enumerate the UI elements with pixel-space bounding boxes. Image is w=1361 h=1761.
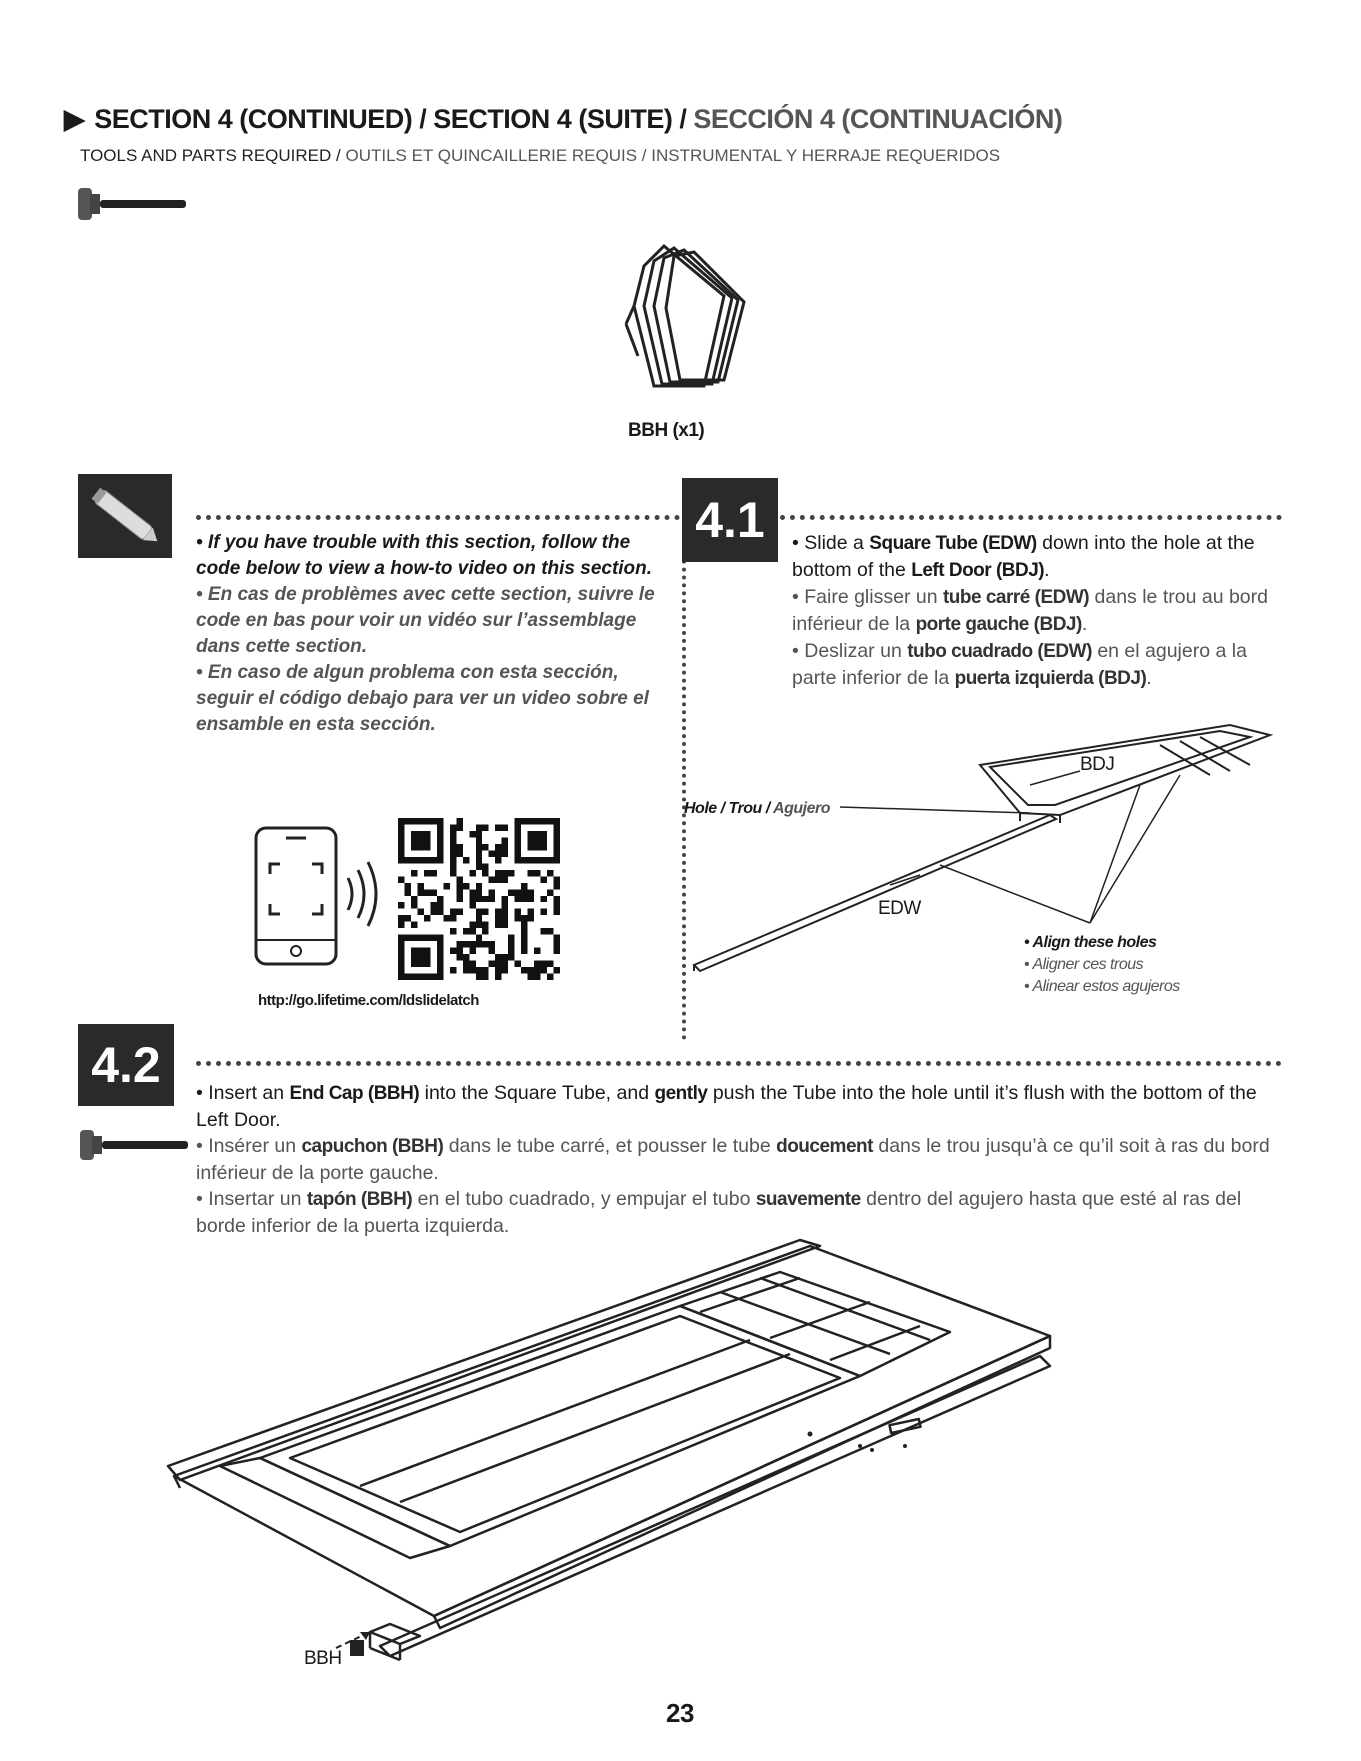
step-4-1-en: • Slide a Square Tube (EDW) down into the hole at the bottom of the Left Door (BDJ).	[792, 532, 1255, 581]
step-4-2-door-illustration	[160, 1236, 1210, 1676]
step-4-2-fr: • Insérer un capuchon (BBH) dans le tube carré, et pousser le tube doucement dans le trou jusqu’à ce qu’il soit à ras du bord inférieur de la porte gauche.	[196, 1135, 1270, 1184]
video-note-es: • En caso de algun problema con esta sección, seguir el código debajo para ver un video sobre el ensamble en esta sección.	[196, 662, 649, 735]
video-note	[196, 530, 676, 738]
qr-code-icon[interactable]	[396, 818, 562, 980]
tools-subtitle	[80, 146, 1000, 166]
video-url-link[interactable]: http://go.lifetime.com/ldslidelatch	[258, 992, 479, 1009]
dotted-divider	[682, 520, 686, 1040]
align-es: • Alinear estos agujeros	[1024, 978, 1180, 995]
align-en: • Align these holes	[1024, 934, 1157, 951]
title-en: SECTION 4 (CONTINUED) /	[94, 104, 427, 134]
triangle-bullet-icon: ▶	[64, 104, 85, 134]
step-4-2-es: • Insertar un tapón (BBH) en el tubo cuadrado, y empujar el tubo suavemente dentro del agujero hasta que esté al ras del borde inferior de la puerta izquierda.	[196, 1188, 1242, 1237]
title-fr: SECTION 4 (SUITE) /	[433, 104, 687, 134]
page-title	[64, 104, 1062, 135]
label-edw: EDW	[878, 898, 921, 919]
page-number: 23	[666, 1698, 694, 1728]
align-holes-note	[1024, 932, 1180, 998]
step-4-1-instructions	[792, 530, 1282, 692]
video-note-en: • If you have trouble with this section, follow the code below to view a how-to video on this section.	[196, 532, 653, 579]
dotted-divider	[196, 1061, 1282, 1066]
label-bdj: BDJ	[1080, 754, 1115, 775]
step-4-1-fr: • Faire glisser un tube carré (EDW) dans le trou au bord inférieur de la porte gauche (BDJ).	[792, 586, 1268, 635]
title-es: SECCIÓN 4 (CONTINUACIÓN)	[693, 104, 1063, 134]
subtitle-es: INSTRUMENTAL Y HERRAJE REQUERIDOS	[651, 146, 1001, 165]
label-hole: Hole / Trou / Agujero	[684, 800, 830, 817]
dotted-divider	[780, 515, 1282, 520]
step-4-2-badge: 4.2	[78, 1024, 174, 1106]
video-note-fr: • En cas de problèmes avec cette section, suivre le code en bas pour voir un vidéo sur l’assemblage dans cette section.	[196, 584, 655, 657]
phone-scan-icon	[252, 824, 384, 968]
subtitle-fr: OUTILS ET QUINCAILLERIE REQUIS /	[345, 146, 647, 165]
align-fr: • Aligner ces trous	[1024, 956, 1144, 973]
label-bbh: BBH	[304, 1648, 342, 1669]
step-4-2-instructions	[196, 1080, 1276, 1239]
step-4-1-es: • Deslizar un tubo cuadrado (EDW) en el agujero a la parte inferior de la puerta izquierda (BDJ).	[792, 640, 1247, 689]
dotted-divider	[196, 515, 680, 520]
end-cap-icon	[350, 1640, 364, 1656]
end-cap-part-illustration	[614, 236, 754, 416]
pencil-icon	[78, 474, 172, 558]
step-4-2-en: • Insert an End Cap (BBH) into the Square Tube, and gently push the Tube into the hole until it’s flush with the bottom of the Left Door.	[196, 1082, 1257, 1131]
step-4-1-illustration	[690, 705, 1290, 985]
hammer-icon	[78, 1128, 190, 1162]
subtitle-en: TOOLS AND PARTS REQUIRED /	[80, 146, 341, 165]
bbh-part-label: BBH (x1)	[628, 420, 705, 441]
hammer-icon	[76, 186, 188, 222]
step-4-1-badge: 4.1	[682, 478, 778, 562]
